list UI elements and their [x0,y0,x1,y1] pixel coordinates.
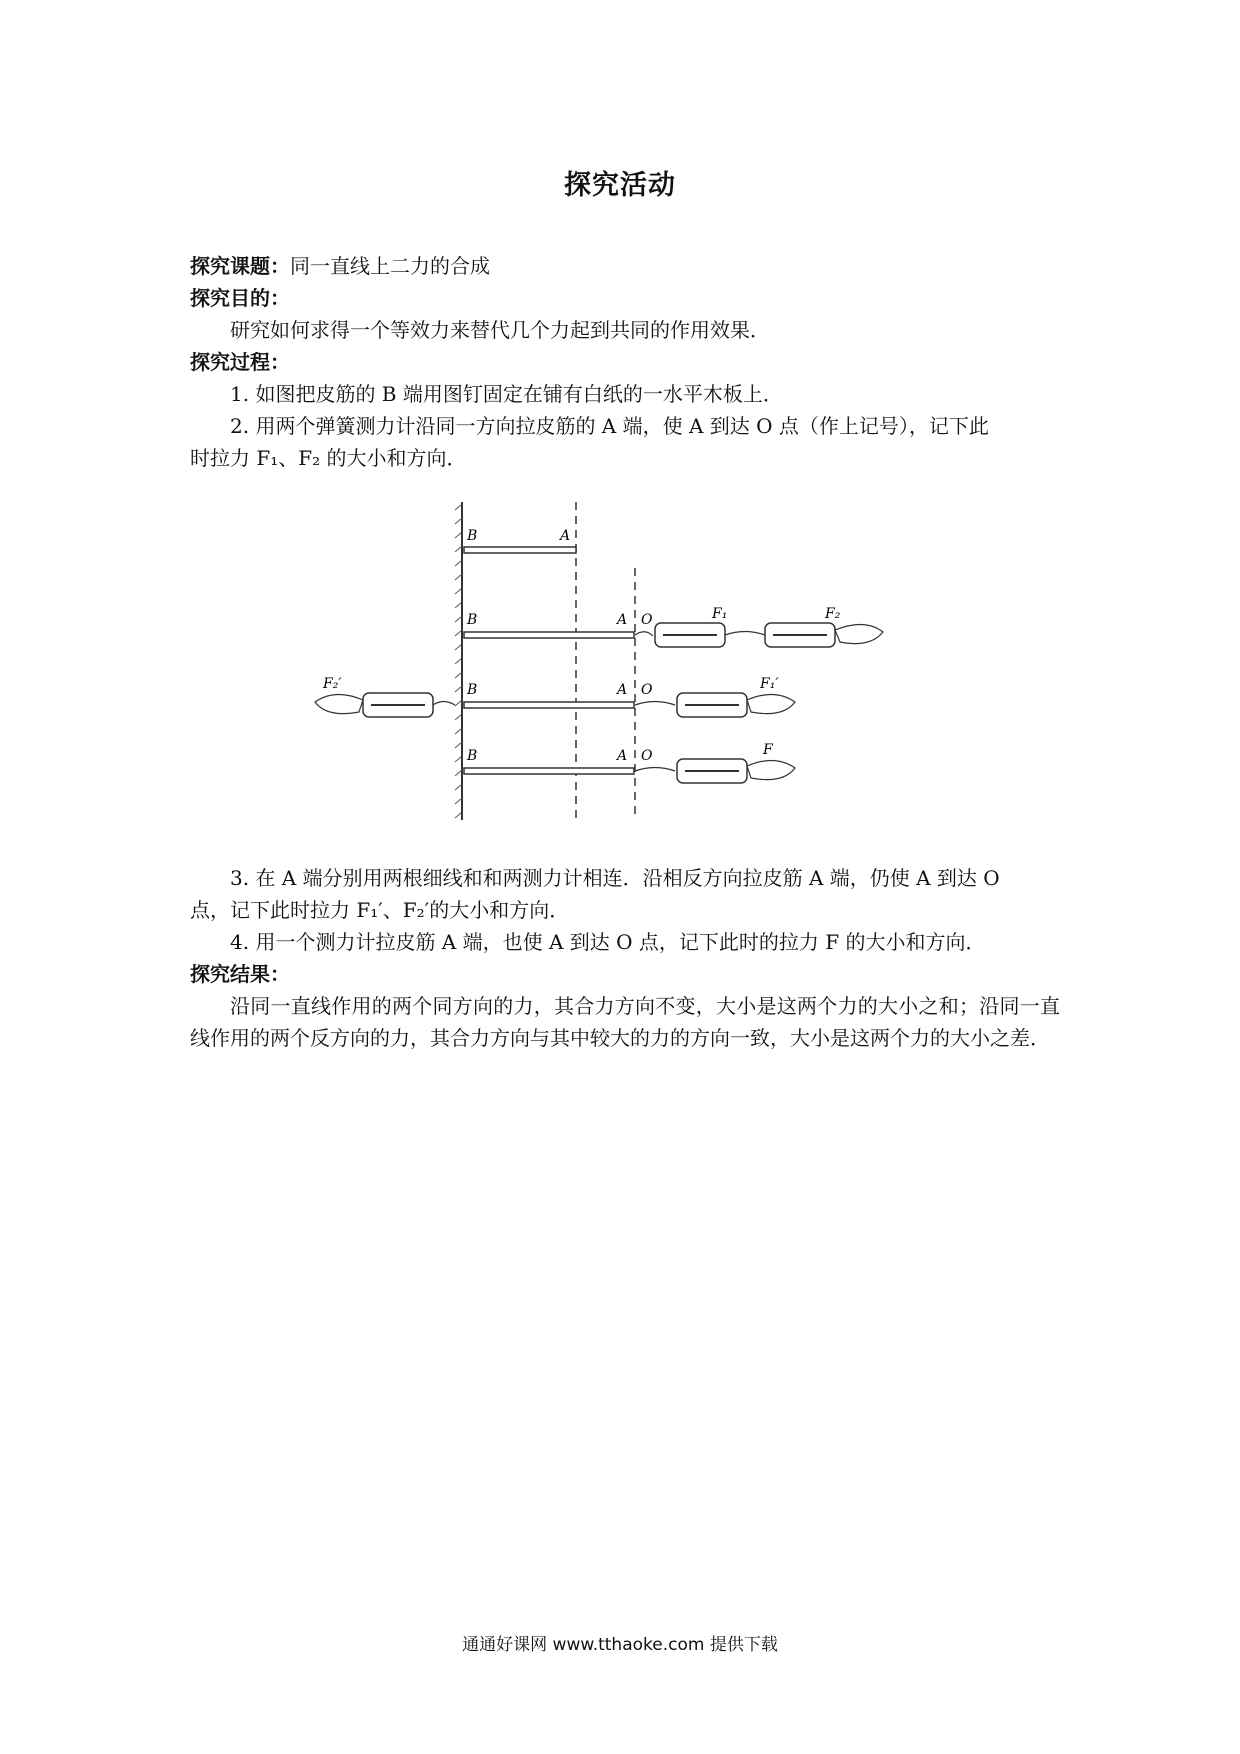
result-text: 沿同一直线作用的两个同方向的力，其合力方向不变，大小是这两个力的大小之和；沿同一直线作用的两个反方向的力，其合力方向与其中较大的力的方向一致，大小是这两个力的大小之差． [190,994,1060,1050]
process-step-3-line-2: 点，记下此时拉力 F₁′、F₂′的大小和方向． [190,898,570,922]
label-f-row-4: F [763,742,773,758]
process-step-3-line-1: 3. 在 A 端分别用两根细线和和两测力计相连．沿相反方向拉皮筋 A 端，仍使 A 到达 O [230,866,1000,890]
label-a-row-2: A [617,612,628,628]
label-a-row-3: A [617,682,628,698]
string-row-3-right [635,702,675,706]
purpose-heading [190,282,1060,314]
label-o-row-2: O [641,612,653,628]
process-step-1: 1. 如图把皮筋的 B 端用图钉固定在铺有白纸的一水平木板上． [230,382,783,406]
result-label: 探究结果： [190,962,290,986]
label-a-row-4: A [617,748,628,764]
string-row-2 [635,632,653,636]
purpose-text: 研究如何求得一个等效力来替代几个力起到共同的作用效果． [230,318,770,342]
result-heading [190,958,1060,990]
purpose-label: 探究目的： [190,286,290,310]
label-a-row-1: A [560,528,571,544]
label-b-row-2: B [467,612,478,628]
rubber-band-row-2 [464,632,634,638]
process-heading [190,346,1060,378]
experiment-figure [305,490,925,830]
rubber-band-row-3 [464,702,634,708]
topic-label: 探究课题： [190,254,290,278]
label-b-row-4: B [467,748,478,764]
hand-row-2 [835,624,883,643]
string-row-4 [635,768,675,772]
label-b-row-3: B [467,682,478,698]
process-label: 探究过程： [190,350,290,374]
label-f1-row-2: F₁ [712,606,728,622]
string-row-2-b [725,632,765,636]
wall-hatching [455,504,462,818]
label-b-row-1: B [467,528,478,544]
label-f2p-row-3: F₂′ [323,676,342,692]
hand-row-4 [747,760,795,779]
label-f1p-row-3: F₁′ [760,676,779,692]
string-row-3-left [433,702,455,706]
process-step-2-line-1: 2. 用两个弹簧测力计沿同一方向拉皮筋的 A 端，使 A 到达 O 点（作上记号），记下此 [230,414,989,438]
label-o-row-3: O [641,682,653,698]
process-step-4: 4. 用一个测力计拉皮筋 A 端，也使 A 到达 O 点，记下此时的拉力 F 的大小和方向． [230,930,986,954]
hand-row-3-right [747,694,795,713]
page-title: 探究活动 [564,170,676,201]
rubber-band-row-4 [464,768,634,774]
label-o-row-4: O [641,748,653,764]
hand-row-3-left [315,694,363,713]
document-body-top [190,250,1060,474]
process-step-2-line-2: 时拉力 F₁、F₂ 的大小和方向． [190,446,467,470]
document-body-bottom [190,862,1060,1054]
label-f2-row-2: F₂ [825,606,841,622]
footer-source: 通通好课网 www.tthaoke.com 提供下载 [462,1635,778,1655]
topic-value: 同一直线上二力的合成 [290,254,490,278]
topic-line [190,250,1060,282]
rubber-band-row-1 [464,547,576,553]
experiment-diagram [305,490,925,830]
